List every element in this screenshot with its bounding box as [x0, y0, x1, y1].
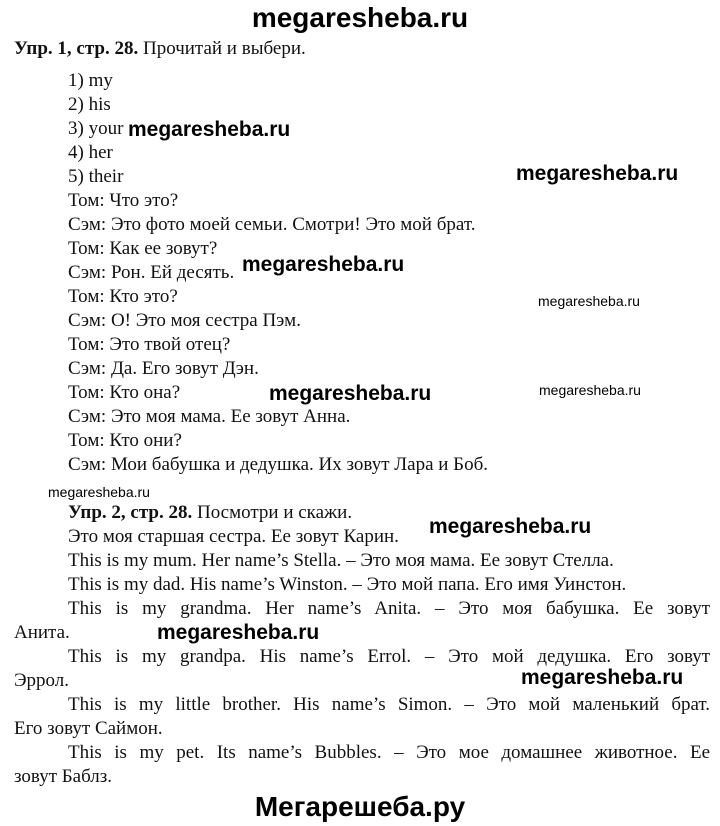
ex1-label: Упр. 1, стр. 28. — [14, 38, 139, 59]
watermark: megaresheba.ru — [429, 515, 592, 538]
word: – — [464, 694, 474, 715]
word: name’s — [248, 742, 303, 763]
watermark: megaresheba.ru — [242, 253, 405, 276]
footer-site-name: Мегарешеба.ру — [254, 791, 466, 822]
word: Это — [458, 598, 489, 619]
word: дедушка. — [537, 646, 612, 667]
word: This — [68, 646, 102, 667]
word: Это — [486, 694, 517, 715]
ex2-heading — [68, 502, 352, 524]
word: зовут — [667, 646, 711, 667]
ex2-line-grandpa-end: Эррол. — [14, 670, 70, 691]
header-site-name: megaresheba.ru — [251, 2, 469, 33]
word: животное. — [594, 742, 678, 763]
word: Это — [448, 646, 479, 667]
dialogue-line: Том: Кто это? — [68, 286, 178, 307]
word: is — [113, 694, 127, 715]
dialogue-line: Сэм: Да. Его зовут Дэн. — [68, 358, 259, 379]
word: grandpa. — [179, 646, 246, 667]
word: мой — [528, 694, 561, 715]
ex2-line-pet — [14, 742, 710, 764]
ex2-label: Упр. 2, стр. 28. — [68, 502, 193, 523]
dialogue-line: Том: Как ее зовут? — [68, 238, 218, 259]
word: little — [175, 694, 211, 715]
word: is — [115, 646, 129, 667]
ex2-line-mum: This is my mum. Her name’s Stella. – Это моя мама. Ее зовут Стелла. — [68, 550, 614, 571]
word: name’s — [331, 694, 386, 715]
word: This — [68, 694, 102, 715]
ex1-instruction: Прочитай и выбери. — [142, 38, 306, 59]
word: Это — [416, 742, 447, 763]
word: – — [435, 598, 445, 619]
watermark: megaresheba.ru — [48, 484, 150, 500]
word: Его — [624, 646, 654, 667]
word: маленький — [572, 694, 660, 715]
word: брат. — [671, 694, 711, 715]
word: my — [138, 694, 164, 715]
word: Its — [216, 742, 236, 763]
word: brother. — [222, 694, 281, 715]
dialogue-line: Сэм: Это моя мама. Ее зовут Анна. — [68, 406, 351, 427]
dialogue-line: Том: Что это? — [68, 190, 179, 211]
word: my — [142, 598, 167, 619]
ex1-heading — [14, 38, 306, 60]
word: Her — [265, 598, 294, 619]
dialogue-line: Сэм: О! Это моя сестра Пэм. — [68, 310, 301, 331]
watermark: megaresheba.ru — [521, 666, 684, 689]
word: This — [68, 742, 102, 763]
word: домашнее — [501, 742, 583, 763]
ex1-answer-5: 5) their — [68, 166, 124, 187]
watermark: megaresheba.ru — [157, 621, 320, 644]
ex2-line-brother — [14, 694, 710, 716]
watermark: megaresheba.ru — [516, 162, 679, 185]
dialogue-line: Сэм: Мои бабушка и дедушка. Их зовут Лара и Боб. — [68, 454, 489, 475]
ex1-answer-1: 1) my — [68, 70, 113, 91]
word: His — [259, 646, 287, 667]
dialogue-line: Том: Кто она? — [68, 382, 181, 403]
word: my — [141, 646, 167, 667]
word: my — [139, 742, 164, 763]
dialogue-line: Том: Кто они? — [68, 430, 182, 451]
word: His — [293, 694, 320, 715]
word: This — [68, 598, 102, 619]
word: Bubbles. — [314, 742, 382, 763]
word: – — [424, 646, 435, 667]
ex2-line-sister: Это моя старшая сестра. Ее зовут Карин. — [68, 526, 399, 547]
word: мой — [491, 646, 524, 667]
dialogue-line: Сэм: Рон. Ей десять. — [68, 262, 235, 283]
ex1-answer-4: 4) her — [68, 142, 113, 163]
ex2-line-grandma — [14, 598, 710, 620]
word: Ее — [689, 742, 711, 763]
word: is — [115, 598, 129, 619]
ex2-line-grandpa — [14, 646, 710, 668]
word: зовут — [667, 598, 711, 619]
dialogue-line: Сэм: Это фото моей семьи. Смотри! Это мой брат. — [68, 214, 476, 235]
ex1-answer-2: 2) his — [68, 94, 111, 115]
ex1-answer-3: 3) your — [68, 118, 124, 139]
word: name’s — [299, 646, 354, 667]
dialogue-line: Том: Это твой отец? — [68, 334, 231, 355]
ex2-line-pet-end: зовут Баблз. — [14, 766, 113, 787]
word: – — [394, 742, 404, 763]
ex2-line-dad: This is my dad. His name’s Winston. – Это мой папа. Его имя Уинстон. — [68, 574, 627, 595]
watermark: megaresheba.ru — [539, 382, 641, 398]
word: бабушка. — [546, 598, 620, 619]
word: моя — [502, 598, 533, 619]
word: Anita. — [374, 598, 422, 619]
watermark: megaresheba.ru — [269, 382, 432, 405]
ex2-line-brother-end: Его зовут Саймон. — [14, 718, 163, 739]
word: Errol. — [367, 646, 412, 667]
word: pet. — [176, 742, 205, 763]
word: name’s — [307, 598, 362, 619]
ex2-line-grandma-end: Анита. — [14, 622, 70, 643]
word: Simon. — [397, 694, 453, 715]
word: grandma. — [180, 598, 252, 619]
watermark: megaresheba.ru — [128, 118, 291, 141]
ex2-instruction: Посмотри и скажи. — [196, 502, 353, 523]
watermark: megaresheba.ru — [538, 293, 640, 309]
word: мое — [458, 742, 489, 763]
word: Ее — [633, 598, 654, 619]
word: is — [114, 742, 127, 763]
